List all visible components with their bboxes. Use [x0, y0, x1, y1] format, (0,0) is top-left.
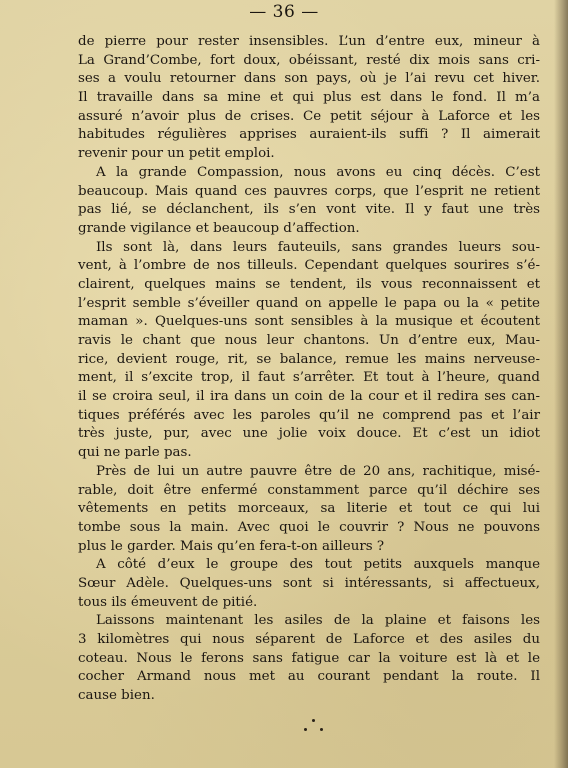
- ornament-dot: [312, 719, 315, 722]
- text-line: ses a voulu retourner dans son pays, où je l’ai revu cet hiver.: [78, 71, 540, 87]
- text-line: tous ils émeuvent de pitié.: [78, 594, 258, 610]
- page-edge-shadow: [554, 0, 568, 768]
- text-line: A la grande Compassion, nous avons eu cinq décès. C’est: [96, 164, 540, 180]
- page-number: — 36 —: [249, 2, 319, 22]
- text-line: Ils sont là, dans leurs fauteuils, sans grandes lueurs sou-: [96, 239, 540, 255]
- text-line: Il travaille dans sa mine et qui plus est dans le fond. Il m’a: [78, 90, 540, 106]
- ornament-dot: [320, 728, 323, 731]
- text-line: il se croira seul, il ira dans un coin de la cour et il redira ses can-: [78, 389, 540, 405]
- text-line: de pierre pour rester insensibles. L’un d’entre eux, mineur à: [78, 34, 540, 49]
- text-line: beaucoup. Mais quand ces pauvres corps, que l’esprit ne retient: [78, 183, 540, 199]
- text-line: 3 kilomètres qui nous séparent de Laforce et des asiles du: [78, 632, 540, 647]
- text-line: l’esprit semble s’éveiller quand on appelle le papa ou la « petite: [78, 295, 540, 311]
- text-line: Sœur Adèle. Quelques-uns sont si intéressants, si affectueux,: [78, 575, 540, 591]
- text-line: A côté d’eux le groupe des tout petits auxquels manque: [96, 557, 540, 573]
- text-line: Laissons maintenant les asiles de la plaine et faisons les: [96, 613, 540, 629]
- text-line: grande vigilance et beaucoup d’affection.: [78, 220, 360, 236]
- body-text: [78, 33, 540, 706]
- text-line: plus le garder. Mais qu’en fera-t-on ailleurs ?: [78, 538, 385, 554]
- text-line: cocher Armand nous met au courant pendant la route. Il: [78, 669, 540, 685]
- text-line: rice, devient rouge, rit, se balance, remue les mains nerveuse-: [78, 351, 540, 367]
- closing-ornament: [300, 716, 328, 736]
- text-line: habitudes régulières apprises auraient-ils suffi ? Il aimerait: [78, 127, 540, 143]
- text-line: qui ne parle pas.: [78, 445, 192, 461]
- text-line: revenir pour un petit emploi.: [78, 146, 275, 162]
- text-line: Près de lui un autre pauvre être de 20 ans, rachitique, misé-: [96, 463, 540, 479]
- text-line: coteau. Nous le ferons sans fatigue car la voiture est là et le: [78, 650, 540, 666]
- text-line: ravis le chant que nous leur chantons. Un d’entre eux, Mau-: [78, 333, 540, 348]
- text-line: clairent, quelques mains se tendent, ils vous reconnaissent et: [78, 276, 540, 292]
- text-line: cause bien.: [78, 688, 155, 704]
- text-line: vent, à l’ombre de nos tilleuls. Cependant quelques sourires s’é-: [78, 258, 540, 274]
- text-line: très juste, pur, avec une jolie voix douce. Et c’est un idiot: [78, 426, 540, 442]
- text-line: maman ». Quelques-uns sont sensibles à la musique et écoutent: [78, 314, 540, 330]
- text-line: ment, il s’excite trop, il faut s’arrêter. Et tout à l’heure, quand: [78, 370, 540, 386]
- text-line: tiques préférés avec les paroles qu’il ne comprend pas et l’air: [78, 407, 540, 423]
- text-line: assuré n’avoir plus de crises. Ce petit séjour à Laforce et les: [78, 108, 540, 124]
- ornament-dot: [304, 728, 307, 731]
- text-line: vêtements en petits morceaux, sa literie et tout ce qui lui: [78, 501, 540, 517]
- text-line: rable, doit être enfermé constamment parce qu’il déchire ses: [78, 482, 540, 498]
- text-line: tombe sous la main. Avec quoi le couvrir ? Nous ne pouvons: [78, 519, 540, 535]
- text-line: pas lié, se déclanchent, ils s’en vont vite. Il y faut une très: [78, 202, 540, 218]
- text-line: La Grand’Combe, fort doux, obéissant, resté dix mois sans cri-: [78, 52, 540, 68]
